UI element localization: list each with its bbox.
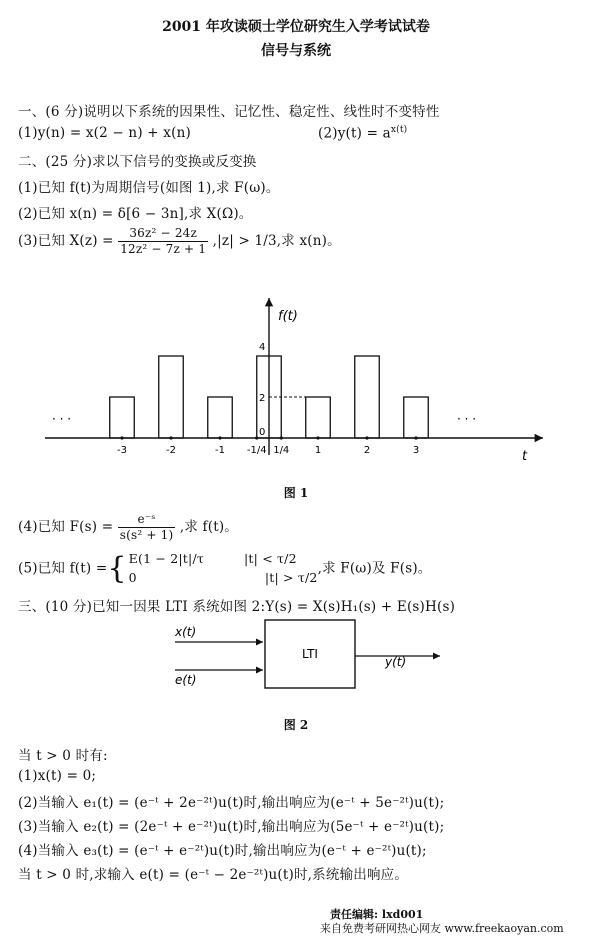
- cases-brace: {: [107, 550, 127, 586]
- tick-mark: [255, 436, 258, 439]
- tick-mark: [120, 436, 123, 439]
- figure-1-plot: [0, 290, 592, 470]
- q3-item-3: (3)当输入 e₂(t) = (2e⁻ᵗ + e⁻²ᵗ)u(t)时,输出响应为(5e⁻ᵗ + e⁻²ᵗ)u(t);: [18, 819, 445, 835]
- q2-part-3-fraction: $\frac{\text{36z² − 24z}}{\text{12z² − 7z + 1}}$: [120, 226, 207, 256]
- q2-part-3: (3)已知 X(z) = $\frac{\text{36z² − 24z}}{\text{12z² − 7z + 1}}$ ,|z| > 1/3,求 x(n)。: [18, 226, 341, 256]
- pulse-0: [110, 397, 135, 438]
- editor-credit: 责任编辑: lxd001: [330, 908, 424, 921]
- q1-part-a: (1)y(n) = x(2 − n) + x(n): [18, 125, 191, 141]
- tick-label: -1/4: [246, 445, 267, 456]
- q3-heading: 三、(10 分)已知一因果 LTI 系统如图 2:Y(s) = X(s)H₁(s) + E(s)H(s): [18, 599, 456, 615]
- tick-label: -3: [117, 445, 127, 456]
- tick-mark: [316, 436, 319, 439]
- tick-label: 2: [363, 445, 371, 456]
- q1-part-b: $(2)y(t) = a^{x(t)}$: [318, 125, 408, 142]
- q2-part-2: (2)已知 x(n) = δ[6 − 3n],求 X(Ω)。: [18, 206, 253, 222]
- q1-heading: 一、(6 分)说明以下系统的因果性、记忆性、稳定性、线性时不变特性: [18, 104, 440, 120]
- y-axis-label: f(t): [278, 309, 298, 324]
- q2-heading: 二、(25 分)求以下信号的变换或反变换: [18, 154, 257, 170]
- q2-part-5: (5)已知 f(t) ={ E(1 − 2|t|/τ |t| < τ/2 0 |t| > τ/2 ,求 F(ω)及 F(s)。: [18, 550, 432, 586]
- tick-mark: [218, 436, 221, 439]
- input-x-label: x(t): [175, 625, 197, 639]
- tick-label: 1: [314, 445, 322, 456]
- origin-label: 0: [259, 427, 266, 438]
- left-ellipsis: · · ·: [52, 412, 72, 426]
- exam-subject: 信号与系统: [261, 43, 331, 59]
- q3-final: 当 t > 0 时,求输入 e(t) = (e⁻ᵗ − 2e⁻²ᵗ)u(t)时,系统输出响应。: [18, 867, 409, 883]
- footer-source: 来自免费考研网热心网友 www.freekaoyan.com: [320, 922, 564, 935]
- pulse-5: [355, 356, 380, 438]
- q2-part-1: (1)已知 f(t)为周期信号(如图 1),求 F(ω)。: [18, 180, 280, 196]
- tick-label: 3: [412, 445, 420, 456]
- q3-condition: 当 t > 0 时有:: [18, 748, 108, 764]
- tick-mark: [365, 436, 368, 439]
- tick-label: -2: [166, 445, 176, 456]
- q2-part-4-fraction: $\frac{\text{e⁻ˢ}}{\text{s(s² + 1)}}$: [119, 512, 174, 542]
- q3-item-4: (4)当输入 e₃(t) = (e⁻ᵗ + e⁻²ᵗ)u(t)时,输出响应为(e⁻ᵗ + e⁻²ᵗ)u(t);: [18, 843, 427, 859]
- level-2-label: 2: [259, 393, 266, 404]
- pulse-6: [404, 397, 429, 438]
- figure-2-caption: 图 2: [283, 718, 309, 732]
- right-ellipsis: · · ·: [457, 412, 477, 426]
- pulse-1: [159, 356, 184, 438]
- footer-url: www.freekaoyan.com: [444, 922, 564, 935]
- q2-part-4: (4)已知 F(s) = $\frac{\text{e⁻ˢ}}{\text{s(s² + 1)}}$ ,求 f(t)。: [18, 512, 238, 542]
- lti-label: LTI: [302, 647, 318, 661]
- q3-item-1: (1)x(t) = 0;: [18, 768, 97, 784]
- pulse-4: [306, 397, 331, 438]
- tick-label: -1: [215, 445, 225, 456]
- tick-mark: [414, 436, 417, 439]
- figure-2-diagram: [0, 612, 592, 702]
- tick-mark: [280, 436, 283, 439]
- tick-mark: [169, 436, 172, 439]
- q3-item-2: (2)当输入 e₁(t) = (e⁻ᵗ + 2e⁻²ᵗ)u(t)时,输出响应为(e⁻ᵗ + 5e⁻²ᵗ)u(t);: [18, 795, 445, 811]
- exam-title: 2001 年攻读硕士学位研究生入学考试试卷: [162, 19, 430, 35]
- figure-1-caption: 图 1: [283, 486, 309, 500]
- pulse-2: [208, 397, 233, 438]
- level-4-label: 4: [259, 342, 266, 353]
- input-e-label: e(t): [175, 673, 197, 687]
- output-y-label: y(t): [385, 655, 407, 669]
- x-axis-label: t: [522, 449, 528, 464]
- piecewise-cases: E(1 − 2|t|/τ |t| < τ/2 0 |t| > τ/2: [128, 551, 318, 585]
- tick-label: 1/4: [273, 445, 290, 456]
